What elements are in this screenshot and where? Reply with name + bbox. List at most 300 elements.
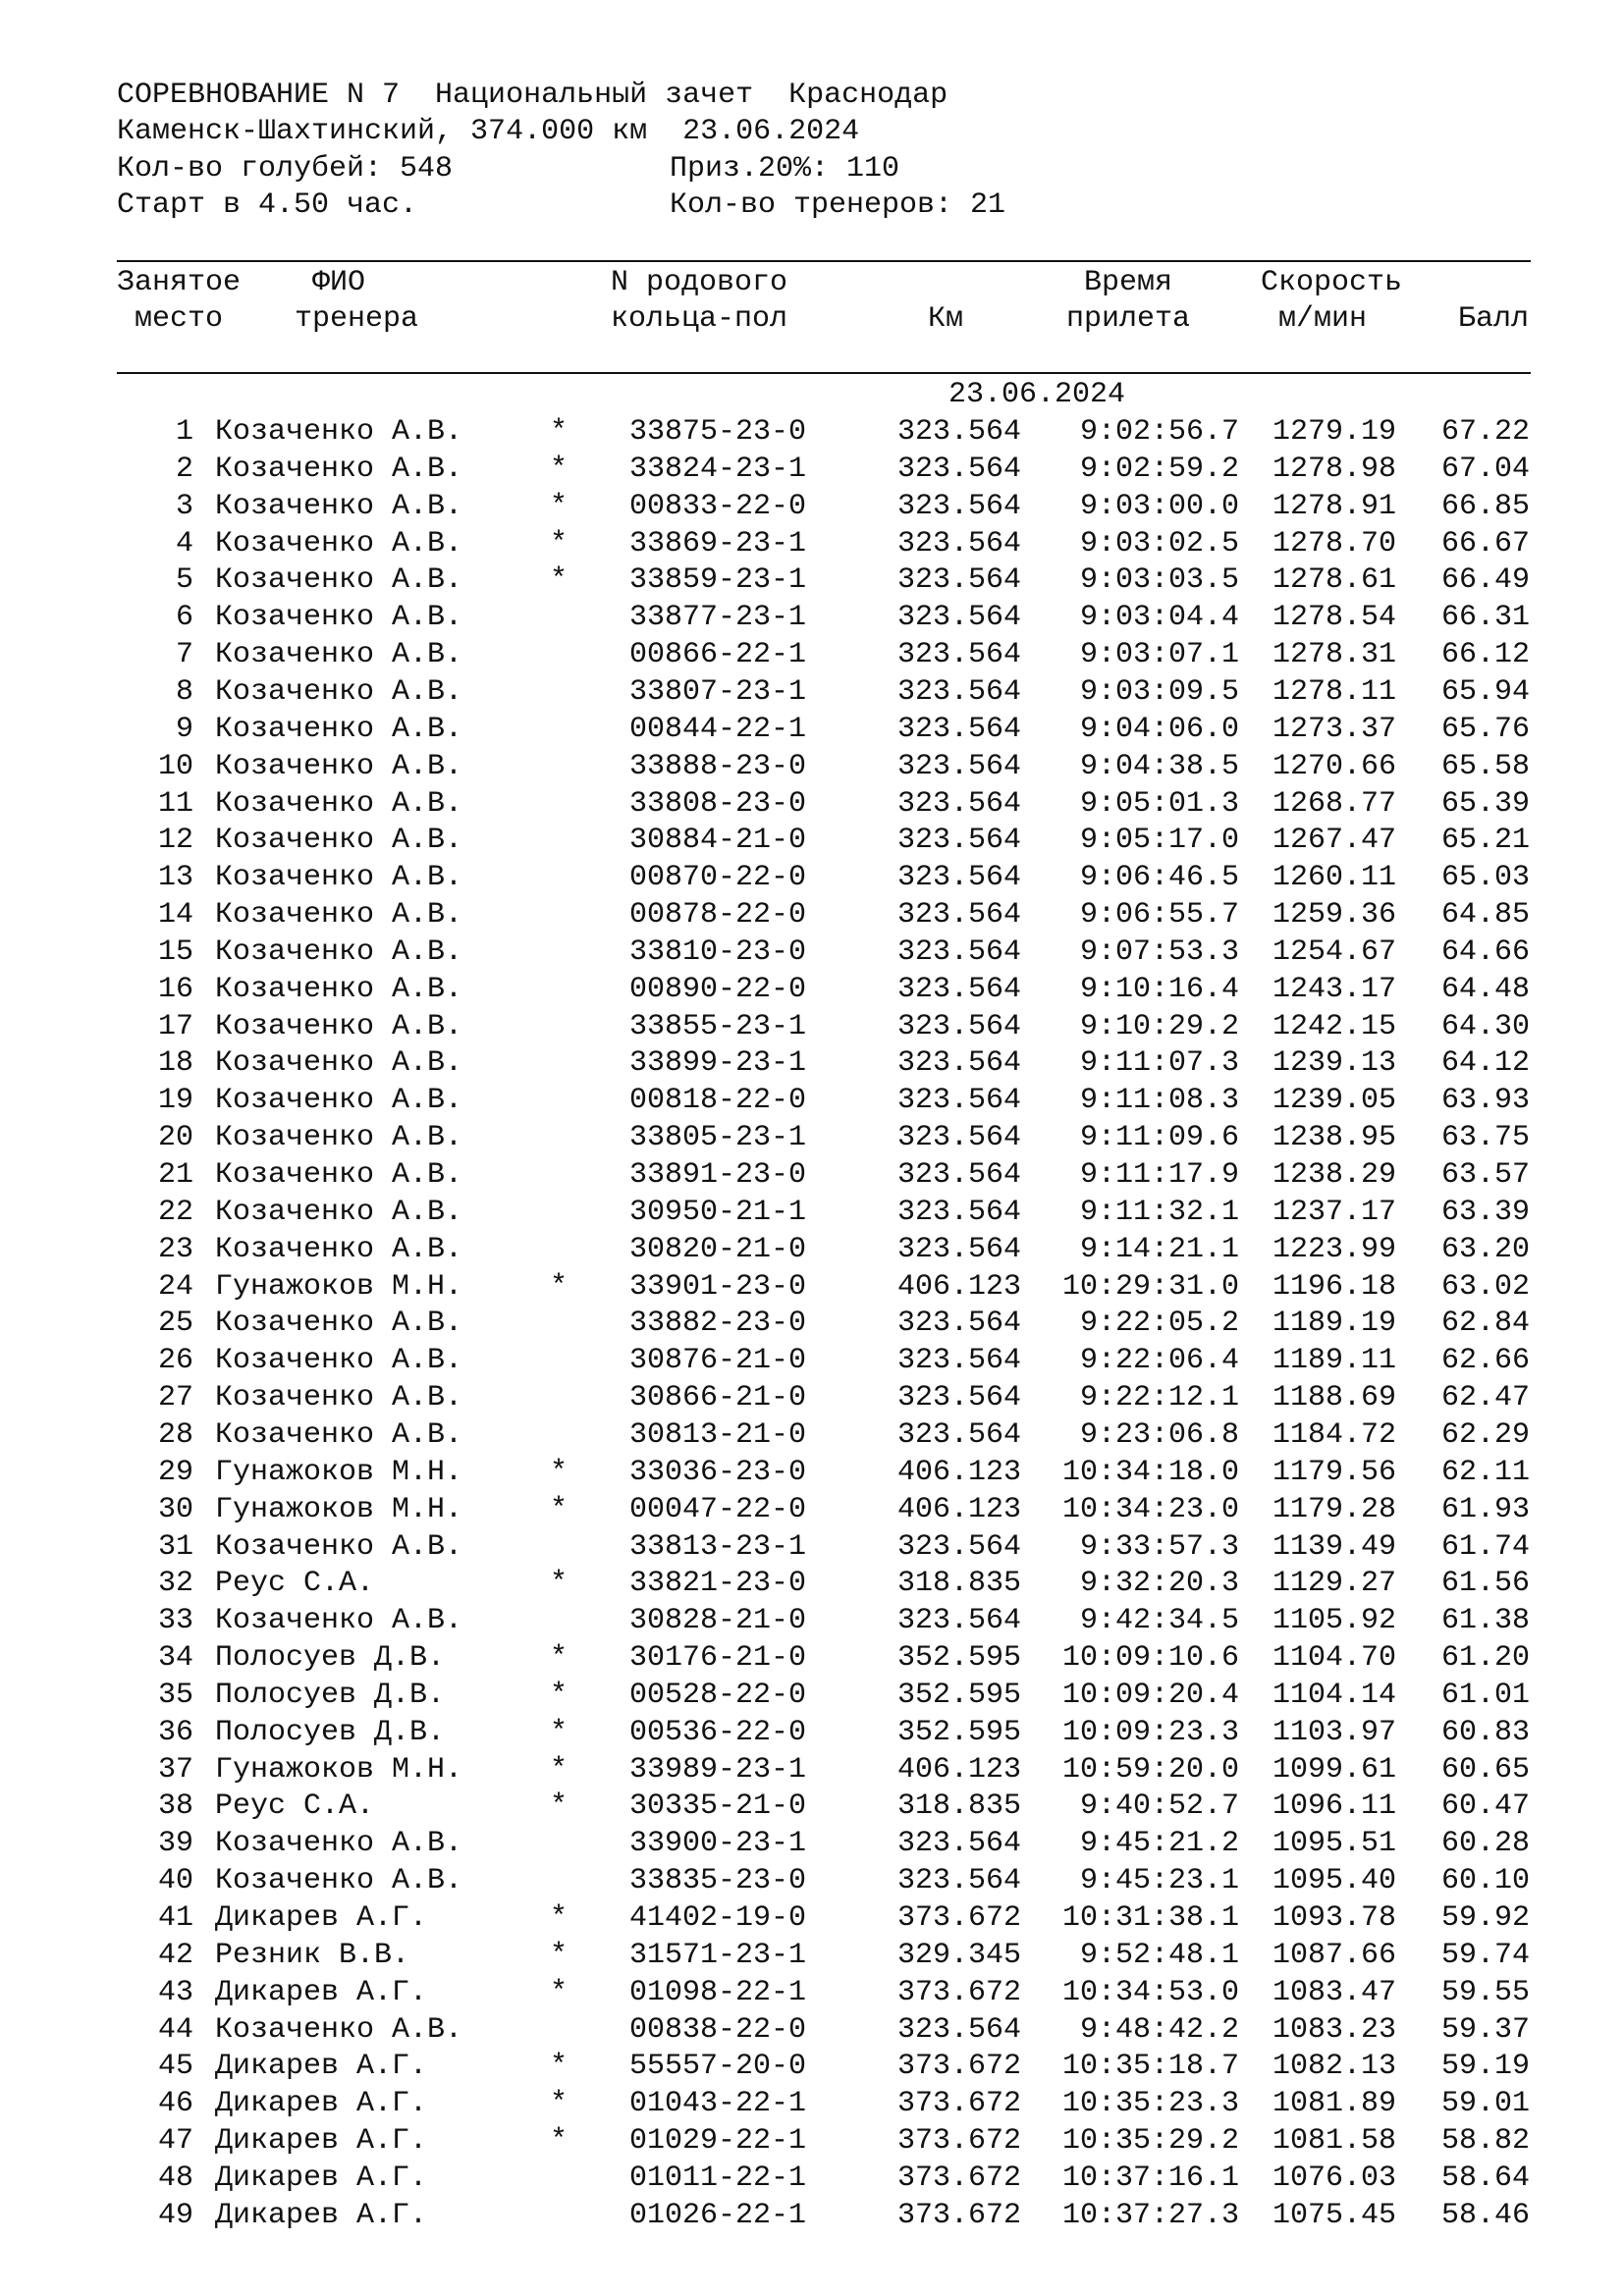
cell-star: * <box>550 1938 568 1972</box>
cell-time: 9:03:04.4 <box>1079 601 1239 635</box>
cell-place: 19 <box>157 1084 193 1118</box>
cell-time: 10:37:27.3 <box>1061 2198 1239 2232</box>
cell-km: 323.564 <box>896 1046 1021 1081</box>
cell-ring: 33869-23-1 <box>629 526 807 561</box>
cell-km: 323.564 <box>896 898 1021 933</box>
cell-name: Козаченко А.В. <box>215 601 463 635</box>
col-fio-line2: тренера <box>295 302 419 336</box>
table-row <box>0 1864 1624 1901</box>
cell-speed: 1270.66 <box>1272 749 1396 783</box>
cell-km: 373.672 <box>896 1975 1021 2009</box>
cell-time: 9:11:09.6 <box>1079 1121 1239 1155</box>
cell-time: 9:33:57.3 <box>1079 1529 1239 1564</box>
cell-ring: 00818-22-0 <box>629 1084 807 1118</box>
cell-time: 9:11:32.1 <box>1079 1195 1239 1229</box>
cell-ring: 33810-23-0 <box>629 934 807 969</box>
cell-name: Дикарев А.Г. <box>215 1975 428 2009</box>
header-bottom-rule <box>117 372 1531 374</box>
table-row <box>0 935 1624 973</box>
cell-km: 323.564 <box>896 526 1021 561</box>
cell-star: * <box>550 1641 568 1676</box>
cell-km: 323.564 <box>896 972 1021 1006</box>
cell-speed: 1184.72 <box>1272 1417 1396 1452</box>
cell-place: 30 <box>157 1492 193 1526</box>
cell-ring: 33808-23-0 <box>629 786 807 821</box>
cell-time: 9:03:00.0 <box>1079 489 1239 523</box>
cell-score: 64.12 <box>1440 1046 1530 1081</box>
cell-name: Козаченко А.В. <box>215 638 463 672</box>
cell-speed: 1196.18 <box>1272 1269 1396 1304</box>
cell-score: 64.48 <box>1440 972 1530 1006</box>
table-row <box>0 1046 1624 1084</box>
cell-name: Козаченко А.В. <box>215 2012 463 2047</box>
cell-km: 323.564 <box>896 1195 1021 1229</box>
cell-place: 13 <box>157 861 193 895</box>
cell-ring: 30176-21-0 <box>629 1641 807 1676</box>
cell-score: 65.03 <box>1440 861 1530 895</box>
cell-star: * <box>550 1715 568 1749</box>
cell-km: 318.835 <box>896 1789 1021 1824</box>
cell-km: 323.564 <box>896 1827 1021 1861</box>
cell-km: 373.672 <box>896 2198 1021 2232</box>
cell-place: 18 <box>157 1046 193 1081</box>
cell-km: 323.564 <box>896 824 1021 858</box>
cell-ring: 33824-23-1 <box>629 452 807 486</box>
cell-speed: 1104.70 <box>1272 1641 1396 1676</box>
cell-ring: 30820-21-0 <box>629 1232 807 1266</box>
cell-place: 4 <box>175 526 193 561</box>
cell-star: * <box>550 1455 568 1489</box>
cell-star: * <box>550 489 568 523</box>
cell-name: Гунажоков М.Н. <box>215 1752 463 1787</box>
cell-km: 323.564 <box>896 2012 1021 2047</box>
cell-km: 323.564 <box>896 861 1021 895</box>
cell-km: 406.123 <box>896 1455 1021 1489</box>
cell-time: 10:35:23.3 <box>1061 2087 1239 2121</box>
cell-km: 323.564 <box>896 638 1021 672</box>
cell-time: 9:42:34.5 <box>1079 1604 1239 1638</box>
cell-speed: 1278.98 <box>1272 452 1396 486</box>
cell-ring: 30866-21-0 <box>629 1381 807 1415</box>
cell-km: 323.564 <box>896 749 1021 783</box>
cell-ring: 01029-22-1 <box>629 2124 807 2159</box>
cell-name: Козаченко А.В. <box>215 415 463 449</box>
cell-name: Дикарев А.Г. <box>215 2087 428 2121</box>
col-place-line2: место <box>135 302 224 336</box>
cell-score: 62.29 <box>1440 1417 1530 1452</box>
table-row <box>0 1939 1624 1976</box>
table-row <box>0 1901 1624 1939</box>
cell-name: Реус С.А. <box>215 1789 375 1824</box>
table-row <box>0 787 1624 825</box>
cell-ring: 00838-22-0 <box>629 2012 807 2047</box>
cell-time: 10:34:18.0 <box>1061 1455 1239 1489</box>
cell-ring: 33813-23-1 <box>629 1529 807 1564</box>
cell-star: * <box>550 1901 568 1935</box>
col-score: Балл <box>1458 302 1530 336</box>
table-row <box>0 973 1624 1010</box>
cell-name: Козаченко А.В. <box>215 489 463 523</box>
cell-name: Козаченко А.В. <box>215 1827 463 1861</box>
cell-score: 59.92 <box>1440 1901 1530 1935</box>
cell-time: 9:03:09.5 <box>1079 674 1239 709</box>
cell-speed: 1268.77 <box>1272 786 1396 821</box>
table-row <box>0 490 1624 527</box>
table-row <box>0 1679 1624 1716</box>
cell-place: 12 <box>157 824 193 858</box>
cell-name: Козаченко А.В. <box>215 1046 463 1081</box>
table-row <box>0 1270 1624 1308</box>
table-row <box>0 1641 1624 1679</box>
cell-score: 60.10 <box>1440 1864 1530 1898</box>
cell-score: 65.39 <box>1440 786 1530 821</box>
cell-km: 352.595 <box>896 1678 1021 1712</box>
cell-score: 63.20 <box>1440 1232 1530 1266</box>
header-top-rule <box>117 260 1531 262</box>
cell-star: * <box>550 1789 568 1824</box>
table-row <box>0 1493 1624 1530</box>
cell-name: Гунажоков М.Н. <box>215 1455 463 1489</box>
cell-name: Козаченко А.В. <box>215 898 463 933</box>
cell-star: * <box>550 1567 568 1601</box>
cell-name: Козаченко А.В. <box>215 824 463 858</box>
cell-place: 10 <box>157 749 193 783</box>
cell-km: 406.123 <box>896 1752 1021 1787</box>
cell-km: 323.564 <box>896 712 1021 746</box>
cell-ring: 33877-23-1 <box>629 601 807 635</box>
cell-place: 46 <box>157 2087 193 2121</box>
cell-speed: 1242.15 <box>1272 1009 1396 1043</box>
cell-km: 406.123 <box>896 1269 1021 1304</box>
cell-km: 323.564 <box>896 415 1021 449</box>
table-row <box>0 1196 1624 1233</box>
race-location-date: Каменск-Шахтинский, 374.000 км 23.06.2024 <box>117 115 860 148</box>
pigeon-count: Кол-во голубей: 548 <box>117 152 454 186</box>
cell-km: 323.564 <box>896 601 1021 635</box>
cell-ring: 00870-22-0 <box>629 861 807 895</box>
cell-place: 6 <box>175 601 193 635</box>
table-row <box>0 1716 1624 1753</box>
cell-place: 35 <box>157 1678 193 1712</box>
cell-km: 318.835 <box>896 1567 1021 1601</box>
cell-speed: 1267.47 <box>1272 824 1396 858</box>
cell-ring: 33900-23-1 <box>629 1827 807 1861</box>
cell-km: 406.123 <box>896 1492 1021 1526</box>
cell-place: 2 <box>175 452 193 486</box>
cell-place: 5 <box>175 563 193 598</box>
cell-km: 373.672 <box>896 2087 1021 2121</box>
cell-name: Реус С.А. <box>215 1567 375 1601</box>
cell-ring: 33888-23-0 <box>629 749 807 783</box>
cell-ring: 00528-22-0 <box>629 1678 807 1712</box>
cell-speed: 1099.61 <box>1272 1752 1396 1787</box>
cell-ring: 30884-21-0 <box>629 824 807 858</box>
cell-km: 323.564 <box>896 1158 1021 1192</box>
cell-score: 64.85 <box>1440 898 1530 933</box>
cell-time: 9:11:08.3 <box>1079 1084 1239 1118</box>
cell-name: Козаченко А.В. <box>215 1232 463 1266</box>
cell-place: 38 <box>157 1789 193 1824</box>
cell-km: 329.345 <box>896 1938 1021 1972</box>
table-row <box>0 2087 1624 2124</box>
cell-km: 323.564 <box>896 786 1021 821</box>
col-time-line1: Время <box>1084 266 1173 299</box>
cell-score: 62.47 <box>1440 1381 1530 1415</box>
cell-star: * <box>550 1492 568 1526</box>
cell-name: Дикарев А.Г. <box>215 2050 428 2084</box>
cell-name: Дикарев А.Г. <box>215 2124 428 2159</box>
cell-time: 9:04:38.5 <box>1079 749 1239 783</box>
cell-time: 9:11:17.9 <box>1079 1158 1239 1192</box>
table-row <box>0 1827 1624 1864</box>
table-row <box>0 527 1624 564</box>
cell-speed: 1260.11 <box>1272 861 1396 895</box>
cell-ring: 30950-21-1 <box>629 1195 807 1229</box>
cell-time: 9:03:03.5 <box>1079 563 1239 598</box>
cell-place: 32 <box>157 1567 193 1601</box>
table-row <box>0 1158 1624 1196</box>
cell-place: 16 <box>157 972 193 1006</box>
cell-km: 323.564 <box>896 1009 1021 1043</box>
cell-speed: 1273.37 <box>1272 712 1396 746</box>
cell-time: 9:52:48.1 <box>1079 1938 1239 1972</box>
cell-speed: 1096.11 <box>1272 1789 1396 1824</box>
col-speed-line2: м/мин <box>1278 302 1368 336</box>
cell-ring: 01098-22-1 <box>629 1975 807 2009</box>
table-row <box>0 1307 1624 1344</box>
cell-speed: 1087.66 <box>1272 1938 1396 1972</box>
cell-name: Козаченко А.В. <box>215 526 463 561</box>
cell-time: 9:07:53.3 <box>1079 934 1239 969</box>
cell-score: 60.47 <box>1440 1789 1530 1824</box>
cell-ring: 01011-22-1 <box>629 2161 807 2195</box>
col-ring-line2: кольца-пол <box>611 302 788 336</box>
cell-ring: 33901-23-0 <box>629 1269 807 1304</box>
cell-time: 9:22:06.4 <box>1079 1344 1239 1378</box>
cell-speed: 1075.45 <box>1272 2198 1396 2232</box>
cell-time: 10:29:31.0 <box>1061 1269 1239 1304</box>
cell-speed: 1104.14 <box>1272 1678 1396 1712</box>
cell-place: 28 <box>157 1417 193 1452</box>
table-row <box>0 1753 1624 1790</box>
cell-name: Козаченко А.В. <box>215 1864 463 1898</box>
cell-speed: 1179.28 <box>1272 1492 1396 1526</box>
cell-time: 9:02:59.2 <box>1079 452 1239 486</box>
cell-place: 44 <box>157 2012 193 2047</box>
cell-speed: 1238.95 <box>1272 1121 1396 1155</box>
col-fio-line1: ФИО <box>312 266 366 299</box>
cell-name: Козаченко А.В. <box>215 1417 463 1452</box>
date-label: 23.06.2024 <box>948 378 1126 411</box>
cell-place: 29 <box>157 1455 193 1489</box>
cell-name: Козаченко А.В. <box>215 563 463 598</box>
cell-score: 67.22 <box>1440 415 1530 449</box>
cell-ring: 00833-22-0 <box>629 489 807 523</box>
cell-ring: 33807-23-1 <box>629 674 807 709</box>
table-row <box>0 824 1624 861</box>
cell-name: Гунажоков М.Н. <box>215 1269 463 1304</box>
table-row <box>0 453 1624 490</box>
cell-time: 9:03:02.5 <box>1079 526 1239 561</box>
cell-time: 10:35:29.2 <box>1061 2124 1239 2159</box>
cell-ring: 33821-23-0 <box>629 1567 807 1601</box>
cell-km: 352.595 <box>896 1641 1021 1676</box>
cell-name: Полосуев Д.В. <box>215 1641 446 1676</box>
cell-score: 63.57 <box>1440 1158 1530 1192</box>
cell-speed: 1278.61 <box>1272 563 1396 598</box>
cell-time: 9:23:06.8 <box>1079 1417 1239 1452</box>
cell-speed: 1103.97 <box>1272 1715 1396 1749</box>
cell-place: 40 <box>157 1864 193 1898</box>
table-row <box>0 1567 1624 1604</box>
cell-score: 59.55 <box>1440 1975 1530 2009</box>
cell-ring: 01026-22-1 <box>629 2198 807 2232</box>
cell-km: 323.564 <box>896 452 1021 486</box>
cell-km: 323.564 <box>896 1381 1021 1415</box>
cell-place: 3 <box>175 489 193 523</box>
cell-ring: 30335-21-0 <box>629 1789 807 1824</box>
cell-place: 41 <box>157 1901 193 1935</box>
trainer-count: Кол-во тренеров: 21 <box>670 188 1006 222</box>
table-row <box>0 1010 1624 1047</box>
cell-km: 323.564 <box>896 489 1021 523</box>
cell-name: Козаченко А.В. <box>215 972 463 1006</box>
table-row <box>0 2199 1624 2236</box>
table-row <box>0 415 1624 453</box>
cell-ring: 00047-22-0 <box>629 1492 807 1526</box>
cell-score: 62.84 <box>1440 1307 1530 1341</box>
cell-speed: 1189.11 <box>1272 1344 1396 1378</box>
cell-time: 10:09:10.6 <box>1061 1641 1239 1676</box>
cell-time: 9:48:42.2 <box>1079 2012 1239 2047</box>
cell-ring: 00890-22-0 <box>629 972 807 1006</box>
cell-score: 66.49 <box>1440 563 1530 598</box>
cell-time: 10:35:18.7 <box>1061 2050 1239 2084</box>
cell-speed: 1237.17 <box>1272 1195 1396 1229</box>
cell-score: 65.76 <box>1440 712 1530 746</box>
cell-name: Козаченко А.В. <box>215 1121 463 1155</box>
cell-km: 323.564 <box>896 1307 1021 1341</box>
cell-time: 9:03:07.1 <box>1079 638 1239 672</box>
cell-time: 10:34:53.0 <box>1061 1975 1239 2009</box>
cell-place: 26 <box>157 1344 193 1378</box>
cell-speed: 1095.40 <box>1272 1864 1396 1898</box>
prize-count: Приз.20%: 110 <box>670 152 900 186</box>
cell-star: * <box>550 1269 568 1304</box>
cell-km: 323.564 <box>896 1529 1021 1564</box>
cell-time: 9:06:46.5 <box>1079 861 1239 895</box>
table-row <box>0 1530 1624 1568</box>
table-row <box>0 1233 1624 1270</box>
cell-name: Дикарев А.Г. <box>215 2161 428 2195</box>
table-row <box>0 1789 1624 1827</box>
cell-ring: 33899-23-1 <box>629 1046 807 1081</box>
col-km: Км <box>928 302 964 336</box>
cell-ring: 33989-23-1 <box>629 1752 807 1787</box>
cell-time: 9:05:01.3 <box>1079 786 1239 821</box>
col-time-line2: прилета <box>1066 302 1191 336</box>
cell-score: 63.39 <box>1440 1195 1530 1229</box>
cell-score: 65.58 <box>1440 749 1530 783</box>
cell-km: 323.564 <box>896 1121 1021 1155</box>
table-row <box>0 1121 1624 1158</box>
table-row <box>0 675 1624 713</box>
cell-speed: 1082.13 <box>1272 2050 1396 2084</box>
cell-speed: 1095.51 <box>1272 1827 1396 1861</box>
cell-time: 9:10:16.4 <box>1079 972 1239 1006</box>
cell-score: 59.37 <box>1440 2012 1530 2047</box>
cell-place: 23 <box>157 1232 193 1266</box>
cell-score: 58.46 <box>1440 2198 1530 2232</box>
table-row <box>0 1381 1624 1418</box>
cell-time: 9:45:23.1 <box>1079 1864 1239 1898</box>
cell-km: 323.564 <box>896 934 1021 969</box>
cell-km: 373.672 <box>896 2161 1021 2195</box>
cell-name: Дикарев А.Г. <box>215 2198 428 2232</box>
cell-ring: 31571-23-1 <box>629 1938 807 1972</box>
cell-km: 373.672 <box>896 1901 1021 1935</box>
cell-name: Козаченко А.В. <box>215 1195 463 1229</box>
cell-speed: 1243.17 <box>1272 972 1396 1006</box>
cell-time: 10:09:20.4 <box>1061 1678 1239 1712</box>
col-ring-line1: N родового <box>611 266 788 299</box>
cell-ring: 33855-23-1 <box>629 1009 807 1043</box>
cell-km: 323.564 <box>896 1417 1021 1452</box>
cell-ring: 01043-22-1 <box>629 2087 807 2121</box>
cell-score: 65.94 <box>1440 674 1530 709</box>
cell-speed: 1279.19 <box>1272 415 1396 449</box>
cell-place: 49 <box>157 2198 193 2232</box>
cell-time: 9:14:21.1 <box>1079 1232 1239 1266</box>
cell-ring: 33875-23-0 <box>629 415 807 449</box>
competition-title: СОРЕВНОВАНИЕ N 7 Национальный зачет Краснодар <box>117 79 948 112</box>
start-time: Старт в 4.50 час. <box>117 188 418 222</box>
cell-score: 61.56 <box>1440 1567 1530 1601</box>
cell-km: 323.564 <box>896 563 1021 598</box>
cell-time: 10:09:23.3 <box>1061 1715 1239 1749</box>
cell-star: * <box>550 1975 568 2009</box>
cell-km: 323.564 <box>896 1864 1021 1898</box>
cell-speed: 1278.91 <box>1272 489 1396 523</box>
cell-time: 9:22:05.2 <box>1079 1307 1239 1341</box>
cell-star: * <box>550 415 568 449</box>
cell-place: 22 <box>157 1195 193 1229</box>
cell-time: 10:37:16.1 <box>1061 2161 1239 2195</box>
cell-name: Козаченко А.В. <box>215 1529 463 1564</box>
cell-time: 10:59:20.0 <box>1061 1752 1239 1787</box>
cell-score: 60.83 <box>1440 1715 1530 1749</box>
cell-ring: 41402-19-0 <box>629 1901 807 1935</box>
cell-star: * <box>550 2050 568 2084</box>
cell-name: Козаченко А.В. <box>215 674 463 709</box>
cell-score: 66.67 <box>1440 526 1530 561</box>
col-place-line1: Занятое <box>117 266 242 299</box>
cell-km: 323.564 <box>896 1604 1021 1638</box>
cell-ring: 30828-21-0 <box>629 1604 807 1638</box>
cell-speed: 1076.03 <box>1272 2161 1396 2195</box>
cell-name: Козаченко А.В. <box>215 1307 463 1341</box>
cell-speed: 1239.05 <box>1272 1084 1396 1118</box>
cell-speed: 1259.36 <box>1272 898 1396 933</box>
col-speed-line1: Скорость <box>1261 266 1403 299</box>
cell-place: 39 <box>157 1827 193 1861</box>
cell-star: * <box>550 563 568 598</box>
cell-place: 45 <box>157 2050 193 2084</box>
cell-speed: 1081.89 <box>1272 2087 1396 2121</box>
cell-km: 323.564 <box>896 1344 1021 1378</box>
cell-speed: 1278.31 <box>1272 638 1396 672</box>
cell-ring: 33805-23-1 <box>629 1121 807 1155</box>
